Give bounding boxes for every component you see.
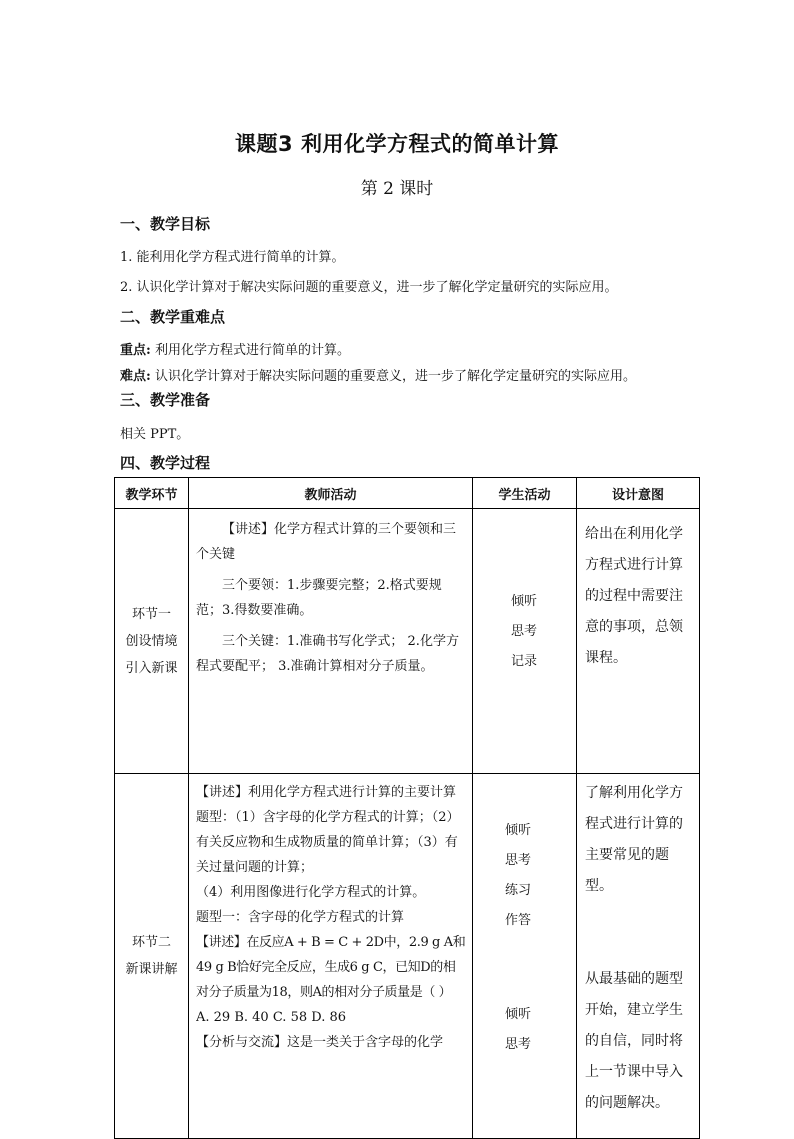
section-heading-goals: 一、教学目标	[120, 215, 211, 233]
column-header-design: 设计意图	[577, 478, 700, 509]
student-activity-cell: 倾听 思考 练习 作答 倾听 思考	[473, 774, 577, 1139]
table-row	[115, 509, 700, 774]
process-table	[114, 477, 700, 1139]
page-title: 课题3 利用化学方程式的简单计算	[235, 132, 559, 156]
section-heading-key-points: 二、教学重难点	[120, 308, 226, 326]
table-header-row	[115, 478, 700, 509]
column-header-student: 学生活动	[473, 478, 577, 509]
section-heading-prep: 三、教学准备	[120, 391, 211, 409]
goal-item-2: 2. 认识化学计算对于解决实际问题的重要意义，进一步了解化学定量研究的实际应用。	[120, 280, 618, 295]
prep-text: 相关 PPT。	[120, 427, 190, 442]
difficulty-label: 难点:	[120, 369, 151, 384]
page-subtitle: 第 2 课时	[360, 179, 434, 199]
stage-cell: 环节一 创设情境 引入新课	[115, 509, 189, 774]
teacher-activity-cell: 【讲述】利用化学方程式进行计算的主要计算题型：（1）含字母的化学方程式的计算；（2）有关反应物和生成物质量的简单计算；（3）有关过量问题的计算； （4）利用图像进行化学方程式的计算。 题型一：含字母的化学方程式的计算 【讲述】在反应A + B = C + 2D中，2.9 g A和49 g B恰好完全反应，生成6 g C，已知D的相对分子质量为18，则A的相对分子质量是（ ） A. 29 B. 40 C. 58 D. 86 【分析与交流】这是一类关于含字母的化学	[189, 774, 473, 1139]
section-heading-process: 四、教学过程	[120, 454, 211, 472]
table-row	[115, 774, 700, 1139]
teacher-activity-cell: 【讲述】化学方程式计算的三个要领和三个关键 三个要领：1.步骤要完整；2.格式要规范；3.得数要准确。 三个关键：1.准确书写化学式； 2.化学方程式要配平； 3.准确计算相对分子质量。	[189, 509, 473, 774]
student-activity-cell: 倾听 思考 记录	[473, 509, 577, 774]
column-header-stage: 教学环节	[115, 478, 189, 509]
design-intent-cell: 了解利用化学方程式进行计算的主要常见的题型。 从最基础的题型开始，建立学生的自信，同时将上一节课中导入的问题解决。	[577, 774, 700, 1139]
goal-item-1: 1. 能利用化学方程式进行简单的计算。	[120, 250, 345, 265]
key-point-line	[120, 339, 350, 358]
difficulty-line	[120, 365, 636, 384]
difficulty-text: 认识化学计算对于解决实际问题的重要意义，进一步了解化学定量研究的实际应用。	[150, 369, 636, 384]
key-point-label: 重点:	[120, 343, 151, 358]
key-point-text: 利用化学方程式进行简单的计算。	[150, 343, 350, 358]
column-header-teacher: 教师活动	[189, 478, 473, 509]
design-intent-cell: 给出在利用化学方程式进行计算的过程中需要注意的事项，总领课程。	[577, 509, 700, 774]
stage-cell: 环节二 新课讲解	[115, 774, 189, 1139]
